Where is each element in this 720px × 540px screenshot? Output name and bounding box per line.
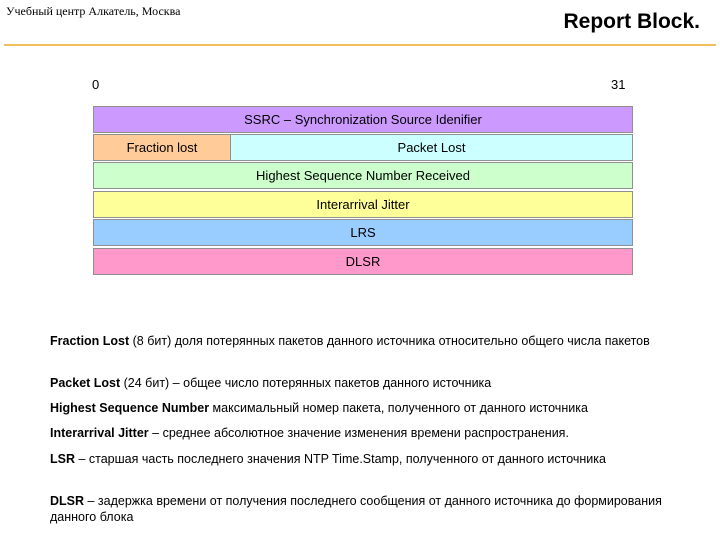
row-lrs bbox=[93, 219, 633, 246]
description-text: – среднее абсолютное значение изменения времени распространения. bbox=[148, 426, 569, 440]
header-divider bbox=[4, 44, 716, 46]
cell-fraction-lost-label: Fraction lost bbox=[126, 140, 198, 155]
bit-end-label: 31 bbox=[611, 77, 626, 92]
description-text: максимальный номер пакета, полученного от данного источника bbox=[209, 401, 588, 415]
description-text: (8 бит) доля потерянных пакетов данного источника относительно общего числа пакетов bbox=[129, 334, 650, 348]
cell-packet-lost bbox=[231, 135, 632, 160]
organization-label: Учебный центр Алкатель, Москва bbox=[6, 4, 181, 18]
description-term: LSR bbox=[50, 452, 75, 466]
description-highest-sequence bbox=[50, 400, 690, 416]
description-jitter bbox=[50, 425, 690, 441]
page-title: Report Block. bbox=[563, 10, 700, 33]
description-fraction-lost bbox=[50, 333, 690, 349]
description-text: (24 бит) – общее число потерянных пакетов данного источника bbox=[120, 376, 492, 390]
description-text: – задержка времени от получения последнего сообщения от данного источника до формирования данного блока bbox=[50, 494, 662, 524]
description-lsr bbox=[50, 451, 690, 467]
row-jitter bbox=[93, 191, 633, 218]
row-ssrc-label: SSRC – Synchronization Source Idenifier bbox=[244, 112, 482, 127]
description-term: Highest Sequence Number bbox=[50, 401, 210, 415]
bit-start-label: 0 bbox=[92, 77, 100, 92]
row-dlsr bbox=[93, 248, 633, 275]
row-lrs-label: LRS bbox=[350, 225, 376, 240]
description-term: DLSR bbox=[50, 494, 85, 508]
row-dlsr-label: DLSR bbox=[345, 254, 381, 269]
row-ssrc bbox=[93, 106, 633, 133]
row-highest-sequence-label: Highest Sequence Number Received bbox=[256, 168, 470, 183]
description-dlsr bbox=[50, 493, 690, 525]
description-term: Packet Lost bbox=[50, 376, 121, 390]
description-packet-lost bbox=[50, 375, 690, 391]
description-text: – старшая часть последнего значения NTP Time.Stamp, полученного от данного источника bbox=[75, 452, 606, 466]
description-term: Fraction Lost bbox=[50, 334, 130, 348]
cell-packet-lost-label: Packet Lost bbox=[397, 140, 466, 155]
row-fraction-packet bbox=[93, 134, 633, 161]
row-jitter-label: Interarrival Jitter bbox=[316, 197, 410, 212]
row-highest-sequence bbox=[93, 162, 633, 189]
cell-fraction-lost bbox=[94, 135, 231, 160]
description-term: Interarrival Jitter bbox=[50, 426, 149, 440]
